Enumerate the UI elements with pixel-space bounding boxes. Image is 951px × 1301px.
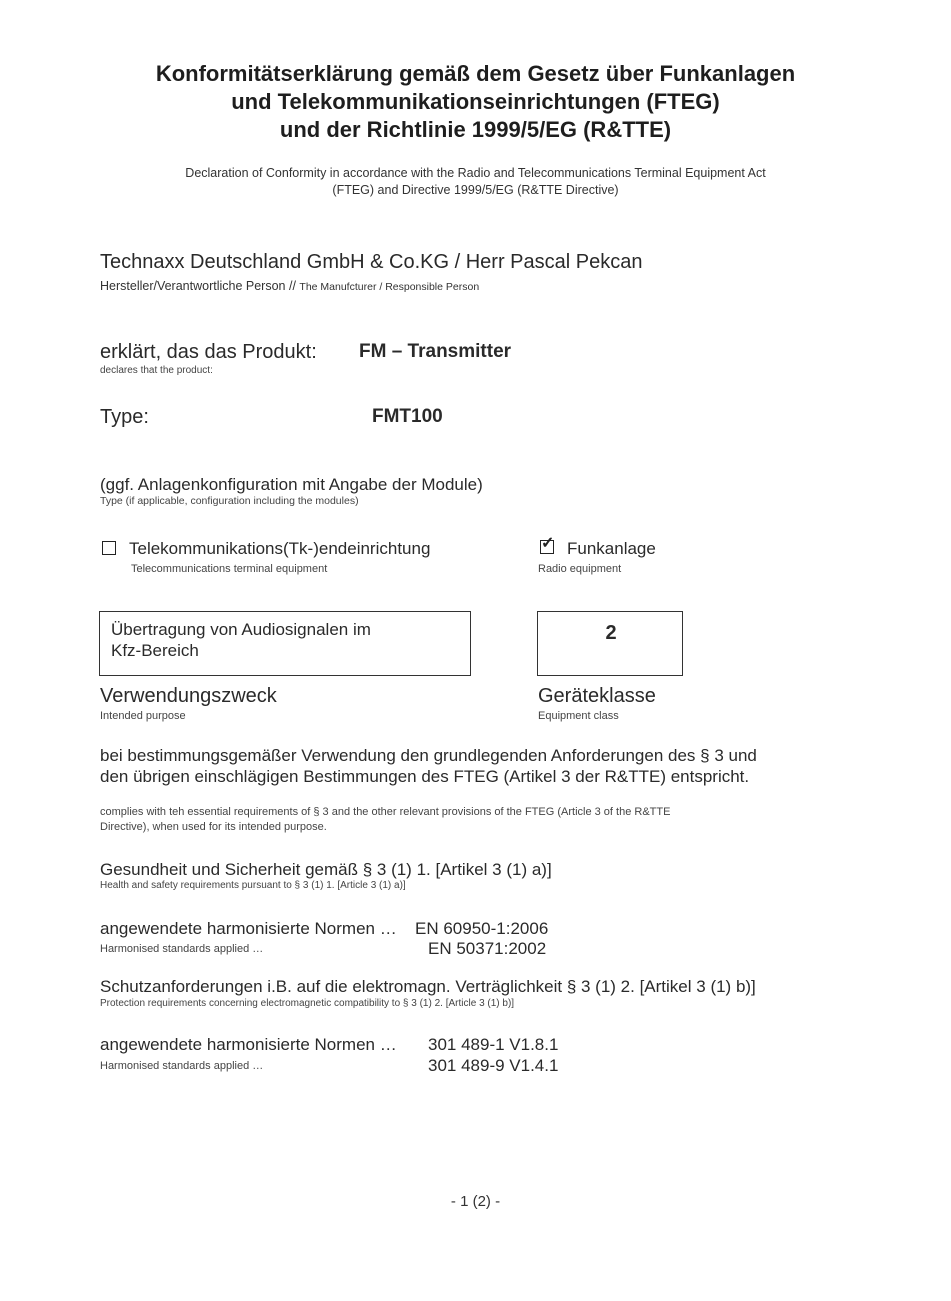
equipment-class-box: [537, 611, 683, 676]
compliance-en-line-2: Directive), when used for its intended purpose.: [100, 821, 327, 833]
type-label: Type:: [100, 406, 149, 428]
purpose-value-line-2: Kfz-Bereich: [111, 641, 199, 660]
standard-value: 301 489-9 V1.4.1: [428, 1056, 559, 1075]
manufacturer-label-en: The Manufcturer / Responsible Person: [299, 281, 480, 293]
title-line-2: und Telekommunikationseinrichtungen (FTEG): [231, 89, 720, 114]
purpose-label: Verwendungszweck: [100, 685, 277, 707]
standards-2-label: angewendete harmonisierte Normen …: [100, 1035, 397, 1054]
product-value: FM – Transmitter: [359, 341, 512, 362]
equipment-class-label: Geräteklasse: [538, 685, 656, 707]
product-label-en: declares that the product:: [100, 365, 213, 376]
telecom-checkbox[interactable]: [102, 541, 116, 555]
purpose-label-en: Intended purpose: [100, 710, 186, 722]
equipment-class-label-en: Equipment class: [538, 710, 619, 722]
radio-label-en: Radio equipment: [538, 563, 622, 575]
radio-checkbox[interactable]: [540, 535, 555, 554]
standards-1-label-en: Harmonised standards applied …: [100, 943, 264, 955]
standard-value: EN 50371:2002: [428, 939, 547, 958]
telecom-label: Telekommunikations(Tk-)endeinrichtung: [129, 539, 431, 558]
configuration-label: (ggf. Anlagenkonfiguration mit Angabe der Module): [100, 475, 483, 494]
telecom-label-en: Telecommunications terminal equipment: [131, 563, 328, 575]
page-number: - 1 (2) -: [450, 1193, 501, 1210]
standard-value: EN 60950-1:2006: [415, 919, 549, 938]
emc-heading: Schutzanforderungen i.B. auf die elektromagn. Verträglichkeit § 3 (1) 2. [Artikel 3 (1) b)]: [100, 977, 756, 996]
manufacturer-label: [100, 279, 479, 293]
standards-1-label: angewendete harmonisierte Normen …: [100, 919, 397, 938]
document-subtitle: [0, 165, 951, 199]
equipment-class-value: 2: [605, 622, 617, 644]
document-title: [0, 60, 951, 144]
manufacturer-name: Technaxx Deutschland GmbH & Co.KG / Herr Pascal Pekcan: [100, 251, 643, 273]
type-value: FMT100: [372, 406, 443, 427]
purpose-box: [99, 611, 471, 676]
health-safety-heading: Gesundheit und Sicherheit gemäß § 3 (1) 1. [Artikel 3 (1) a)]: [100, 860, 552, 879]
title-line-3: und der Richtlinie 1999/5/EG (R&TTE): [279, 117, 672, 142]
subtitle-line-1: Declaration of Conformity in accordance with the Radio and Telecommunications Terminal Equipment Act: [185, 166, 766, 180]
radio-label: Funkanlage: [567, 539, 656, 558]
configuration-label-en: Type (if applicable, configuration including the modules): [100, 495, 359, 507]
compliance-de-line-1: bei bestimmungsgemäßer Verwendung den grundlegenden Anforderungen des § 3 und: [100, 746, 757, 765]
emc-heading-en: Protection requirements concerning electromagnetic compatibility to § 3 (1) 2. [Article 3 (1) b)]: [100, 998, 515, 1009]
compliance-de-line-2: den übrigen einschlägigen Bestimmungen des FTEG (Artikel 3 der R&TTE) entspricht.: [100, 767, 750, 786]
compliance-en-line-1: complies with teh essential requirements of § 3 and the other relevant provisions of the FTEG (Article 3 of the R&TTE: [100, 806, 671, 818]
subtitle-line-2: (FTEG) and Directive 1999/5/EG (R&TTE Directive): [332, 183, 619, 197]
product-label: erklärt, das das Produkt:: [100, 341, 317, 363]
purpose-value-line-1: Übertragung von Audiosignalen im: [111, 620, 371, 639]
standard-value: 301 489-1 V1.8.1: [428, 1035, 559, 1054]
health-safety-heading-en: Health and safety requirements pursuant to § 3 (1) 1. [Article 3 (1) a)]: [100, 880, 406, 891]
title-line-1: Konformitätserklärung gemäß dem Gesetz über Funkanlagen: [155, 61, 796, 86]
check-icon: ✓: [541, 535, 555, 552]
standards-2-label-en: Harmonised standards applied …: [100, 1060, 264, 1072]
manufacturer-label-de: Hersteller/Verantwortliche Person //: [100, 279, 296, 293]
